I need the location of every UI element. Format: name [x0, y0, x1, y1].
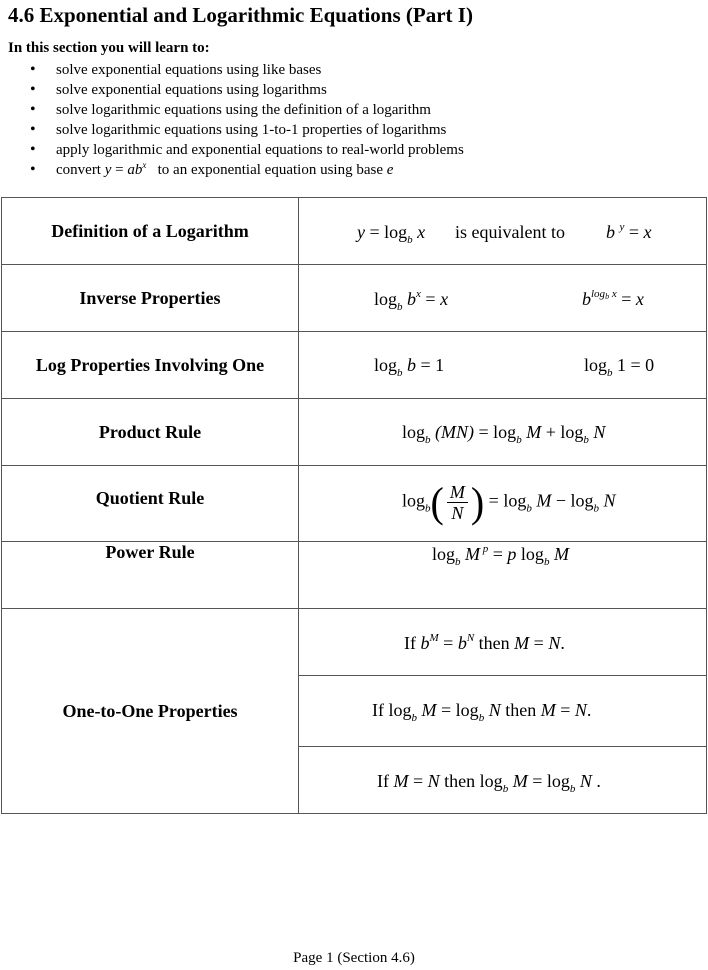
product-label: Product Rule — [2, 399, 299, 466]
inverse-log-exp: $\log_b b^x = x$ — [374, 288, 449, 313]
list-item-convert: • convert $y = ab^x$ to an exponential equation using base e — [30, 160, 464, 180]
definition-connector: is equivalent to — [455, 222, 565, 242]
table-row — [2, 399, 707, 466]
definition-label: Definition of a Logarithm — [2, 198, 299, 265]
one-label: Log Properties Involving One — [2, 332, 299, 399]
list-item: • solve exponential equations using like bases — [30, 60, 464, 80]
table-row — [2, 466, 707, 542]
inverse-label: Inverse Properties — [2, 265, 299, 332]
quotient-rule-formula: $\log_b$( $\frac{M}{N}$ ) = $\log_b M - \log_b N$ — [402, 478, 616, 526]
list-item: • solve logarithmic equations using 1-to-1 properties of logarithms — [30, 120, 464, 140]
power-rule-formula: $\log_b M$ $^p$ = p $\log_b M$ — [432, 543, 569, 568]
list-item: • solve exponential equations using logarithms — [30, 80, 464, 100]
definition-log-form: $y = \log_b x$ — [357, 222, 426, 246]
log-b-of-one: $\log_b 1 = 0$ — [584, 355, 655, 379]
product-rule-formula: $\log_b (MN) = \log_b M + \log_b N$ — [402, 422, 606, 446]
power-label: Power Rule — [2, 542, 299, 609]
section-intro: In this section you will learn to: — [8, 40, 210, 56]
table-row — [2, 332, 707, 399]
one-to-one-log-forward: If $\log_b M = \log_b N$ then M = N. — [372, 700, 592, 724]
inverse-exp-log: $b^{logb x} = x$ — [582, 288, 644, 309]
one-to-one-exponential: If $b^M = b^N$ then M = N. — [404, 632, 565, 653]
quotient-label: Quotient Rule — [2, 466, 299, 542]
definition-exp-form: b $^y$ = x — [606, 221, 652, 242]
table-row — [2, 265, 707, 332]
one-to-one-label: One-to-One Properties — [2, 609, 299, 814]
list-item: • apply logarithmic and exponential equations to real-world problems — [30, 140, 464, 160]
properties-table — [1, 197, 707, 814]
table-row — [2, 542, 707, 609]
learning-goals-list — [30, 60, 464, 180]
table-row — [2, 609, 707, 676]
one-to-one-log-reverse: If M = N then $\log_b M = \log_b N$ . — [377, 771, 601, 795]
page-title: 4.6 Exponential and Logarithmic Equations (Part I) — [8, 3, 473, 27]
list-item: • solve logarithmic equations using the definition of a logarithm — [30, 100, 464, 120]
log-b-of-b: $\log_b b = 1$ — [374, 355, 445, 379]
page-footer: Page 1 (Section 4.6) — [293, 950, 415, 966]
table-row — [2, 198, 707, 265]
